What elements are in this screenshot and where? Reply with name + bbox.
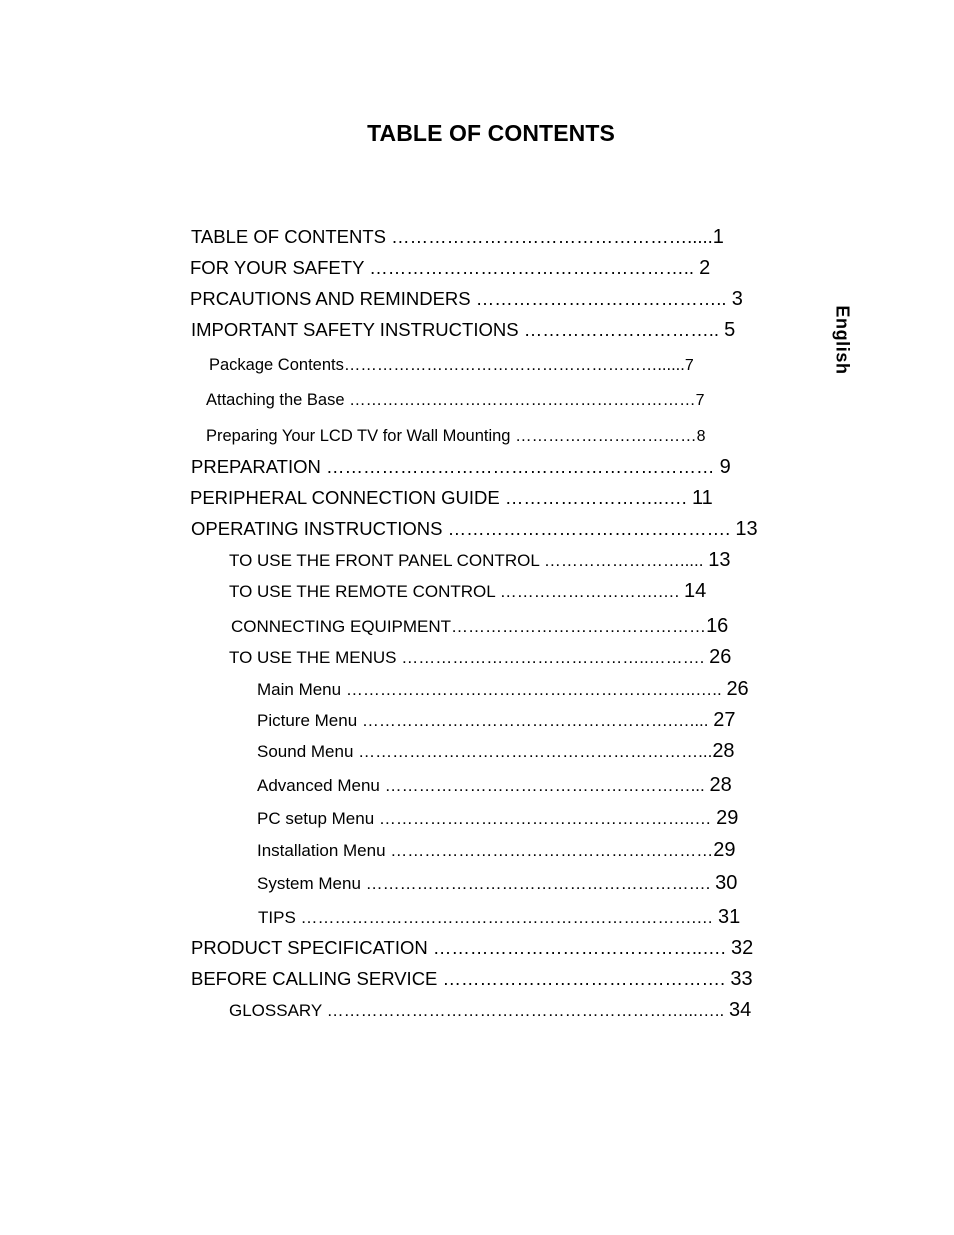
toc-entry-text: PC setup Menu ………………………………………………..… (257, 809, 717, 828)
toc-entry-text: FOR YOUR SAFETY …………………………………………….. (190, 257, 700, 278)
toc-entry-page: 29 (716, 807, 739, 829)
toc-entry-text: PRCAUTIONS AND REMINDERS ………………………………….. (190, 288, 732, 309)
toc-entry-product-specification[interactable] (191, 938, 753, 958)
toc-entry-text: TIPS …………………………………………………………….… (258, 908, 718, 927)
toc-entry-page: 5 (724, 319, 736, 341)
toc-entry-page: 3 (731, 288, 743, 310)
toc-entry-page: 1 (712, 226, 724, 248)
toc-entry-main-menu[interactable] (257, 679, 749, 699)
toc-entry-page: 33 (730, 968, 753, 990)
toc-entry-page: 7 (684, 357, 694, 374)
toc-entry-text: GLOSSARY ………………………………………………………...….. (229, 1001, 729, 1020)
toc-entry-remote-control[interactable] (229, 581, 706, 601)
toc-entry-page: 7 (695, 392, 705, 409)
page-title: TABLE OF CONTENTS (367, 120, 615, 146)
toc-entry-glossary[interactable] (229, 1000, 751, 1020)
toc-entry-attaching-the-base[interactable] (206, 392, 705, 409)
toc-entry-picture-menu[interactable] (257, 710, 735, 730)
toc-entry-text: TO USE THE MENUS ……………………………………..………. (229, 648, 710, 667)
toc-entry-text: Package Contents…………………………………………………...... (209, 356, 685, 374)
toc-entry-page: 30 (715, 872, 738, 894)
toc-entry-text: PRODUCT SPECIFICATION ……………………………………..…. (191, 937, 731, 958)
toc-entry-text: BEFORE CALLING SERVICE ………………………………………. (191, 968, 731, 989)
toc-entry-important-safety-instructions[interactable] (191, 320, 735, 340)
toc-entry-page: 31 (717, 906, 741, 928)
toc-entry-for-your-safety[interactable] (190, 258, 710, 278)
toc-entry-page: 27 (713, 709, 736, 731)
toc-entry-advanced-menu[interactable] (257, 775, 732, 795)
toc-entry-preparation[interactable] (191, 457, 731, 477)
toc-entry-page: 16 (706, 615, 729, 637)
toc-entry-page: 11 (691, 487, 713, 509)
toc-entry-text: Main Menu ……………………………………………………..….. (257, 680, 727, 699)
toc-entry-page: 9 (719, 456, 731, 478)
toc-entry-page: 32 (730, 937, 754, 959)
toc-entry-text: Attaching the Base ……………………………………………………… (206, 391, 696, 409)
toc-entry-text: OPERATING INSTRUCTIONS ………………………………………. (191, 518, 736, 539)
toc-entry-operating-instructions[interactable] (191, 519, 758, 539)
toc-entry-page: 26 (709, 646, 732, 668)
toc-entry-peripheral-connection-guide[interactable] (190, 488, 713, 508)
toc-entry-front-panel-control[interactable] (229, 550, 730, 570)
toc-entry-page: 8 (696, 428, 706, 445)
toc-entry-text: IMPORTANT SAFETY INSTRUCTIONS ………………………….. (191, 319, 725, 340)
toc-entry-use-the-menus[interactable] (229, 647, 731, 667)
language-side-tab: English (832, 305, 853, 375)
toc-entry-page: 13 (735, 518, 758, 540)
toc-entry-pc-setup-menu[interactable] (257, 808, 738, 828)
toc-entry-connecting-equipment[interactable] (231, 616, 728, 636)
toc-entry-page: 28 (712, 740, 735, 762)
toc-entry-text: Advanced Menu ………………………………………………... (257, 776, 710, 795)
toc-entry-text: TABLE OF CONTENTS …………………………………………..... (191, 226, 713, 247)
toc-entry-text: Preparing Your LCD TV for Wall Mounting …………………………… (206, 427, 697, 445)
toc-entry-sound-menu[interactable] (257, 741, 735, 761)
toc-entry-text: Picture Menu ……………………………………………….….... (257, 711, 714, 730)
toc-entry-page: 13 (708, 549, 731, 571)
toc-entry-text: Installation Menu ………………………………………………… (257, 841, 714, 860)
toc-entry-tips[interactable] (258, 907, 740, 927)
toc-entry-system-menu[interactable] (257, 873, 737, 893)
toc-entry-page: 29 (713, 839, 736, 861)
toc-entry-preparing-wall-mounting[interactable] (206, 428, 705, 445)
toc-entry-table-of-contents[interactable] (191, 227, 724, 247)
toc-entry-text: TO USE THE FRONT PANEL CONTROL ……………………..... (229, 551, 709, 570)
toc-entry-page: 28 (709, 774, 732, 796)
toc-entry-page: 26 (726, 678, 749, 700)
toc-entry-text: PREPARATION ……………………………………………………… (191, 456, 720, 477)
toc-entry-installation-menu[interactable] (257, 840, 736, 860)
toc-entry-text: CONNECTING EQUIPMENT……………………………………… (231, 617, 707, 636)
toc-entry-text: PERIPHERAL CONNECTION GUIDE ……………………..…. (190, 487, 692, 508)
toc-entry-text: Sound Menu ……………………………………………………... (257, 742, 713, 761)
toc-entry-page: 2 (699, 257, 711, 279)
toc-entry-page: 14 (683, 580, 707, 602)
toc-entry-package-contents[interactable] (209, 357, 694, 374)
toc-entry-text: System Menu ……………………………………………………. (257, 874, 716, 893)
toc-entry-precautions-and-reminders[interactable] (190, 289, 743, 309)
toc-entry-text: TO USE THE REMOTE CONTROL ……………………….…. (229, 582, 684, 601)
toc-entry-page: 34 (728, 999, 752, 1021)
toc-entry-before-calling-service[interactable] (191, 969, 753, 989)
